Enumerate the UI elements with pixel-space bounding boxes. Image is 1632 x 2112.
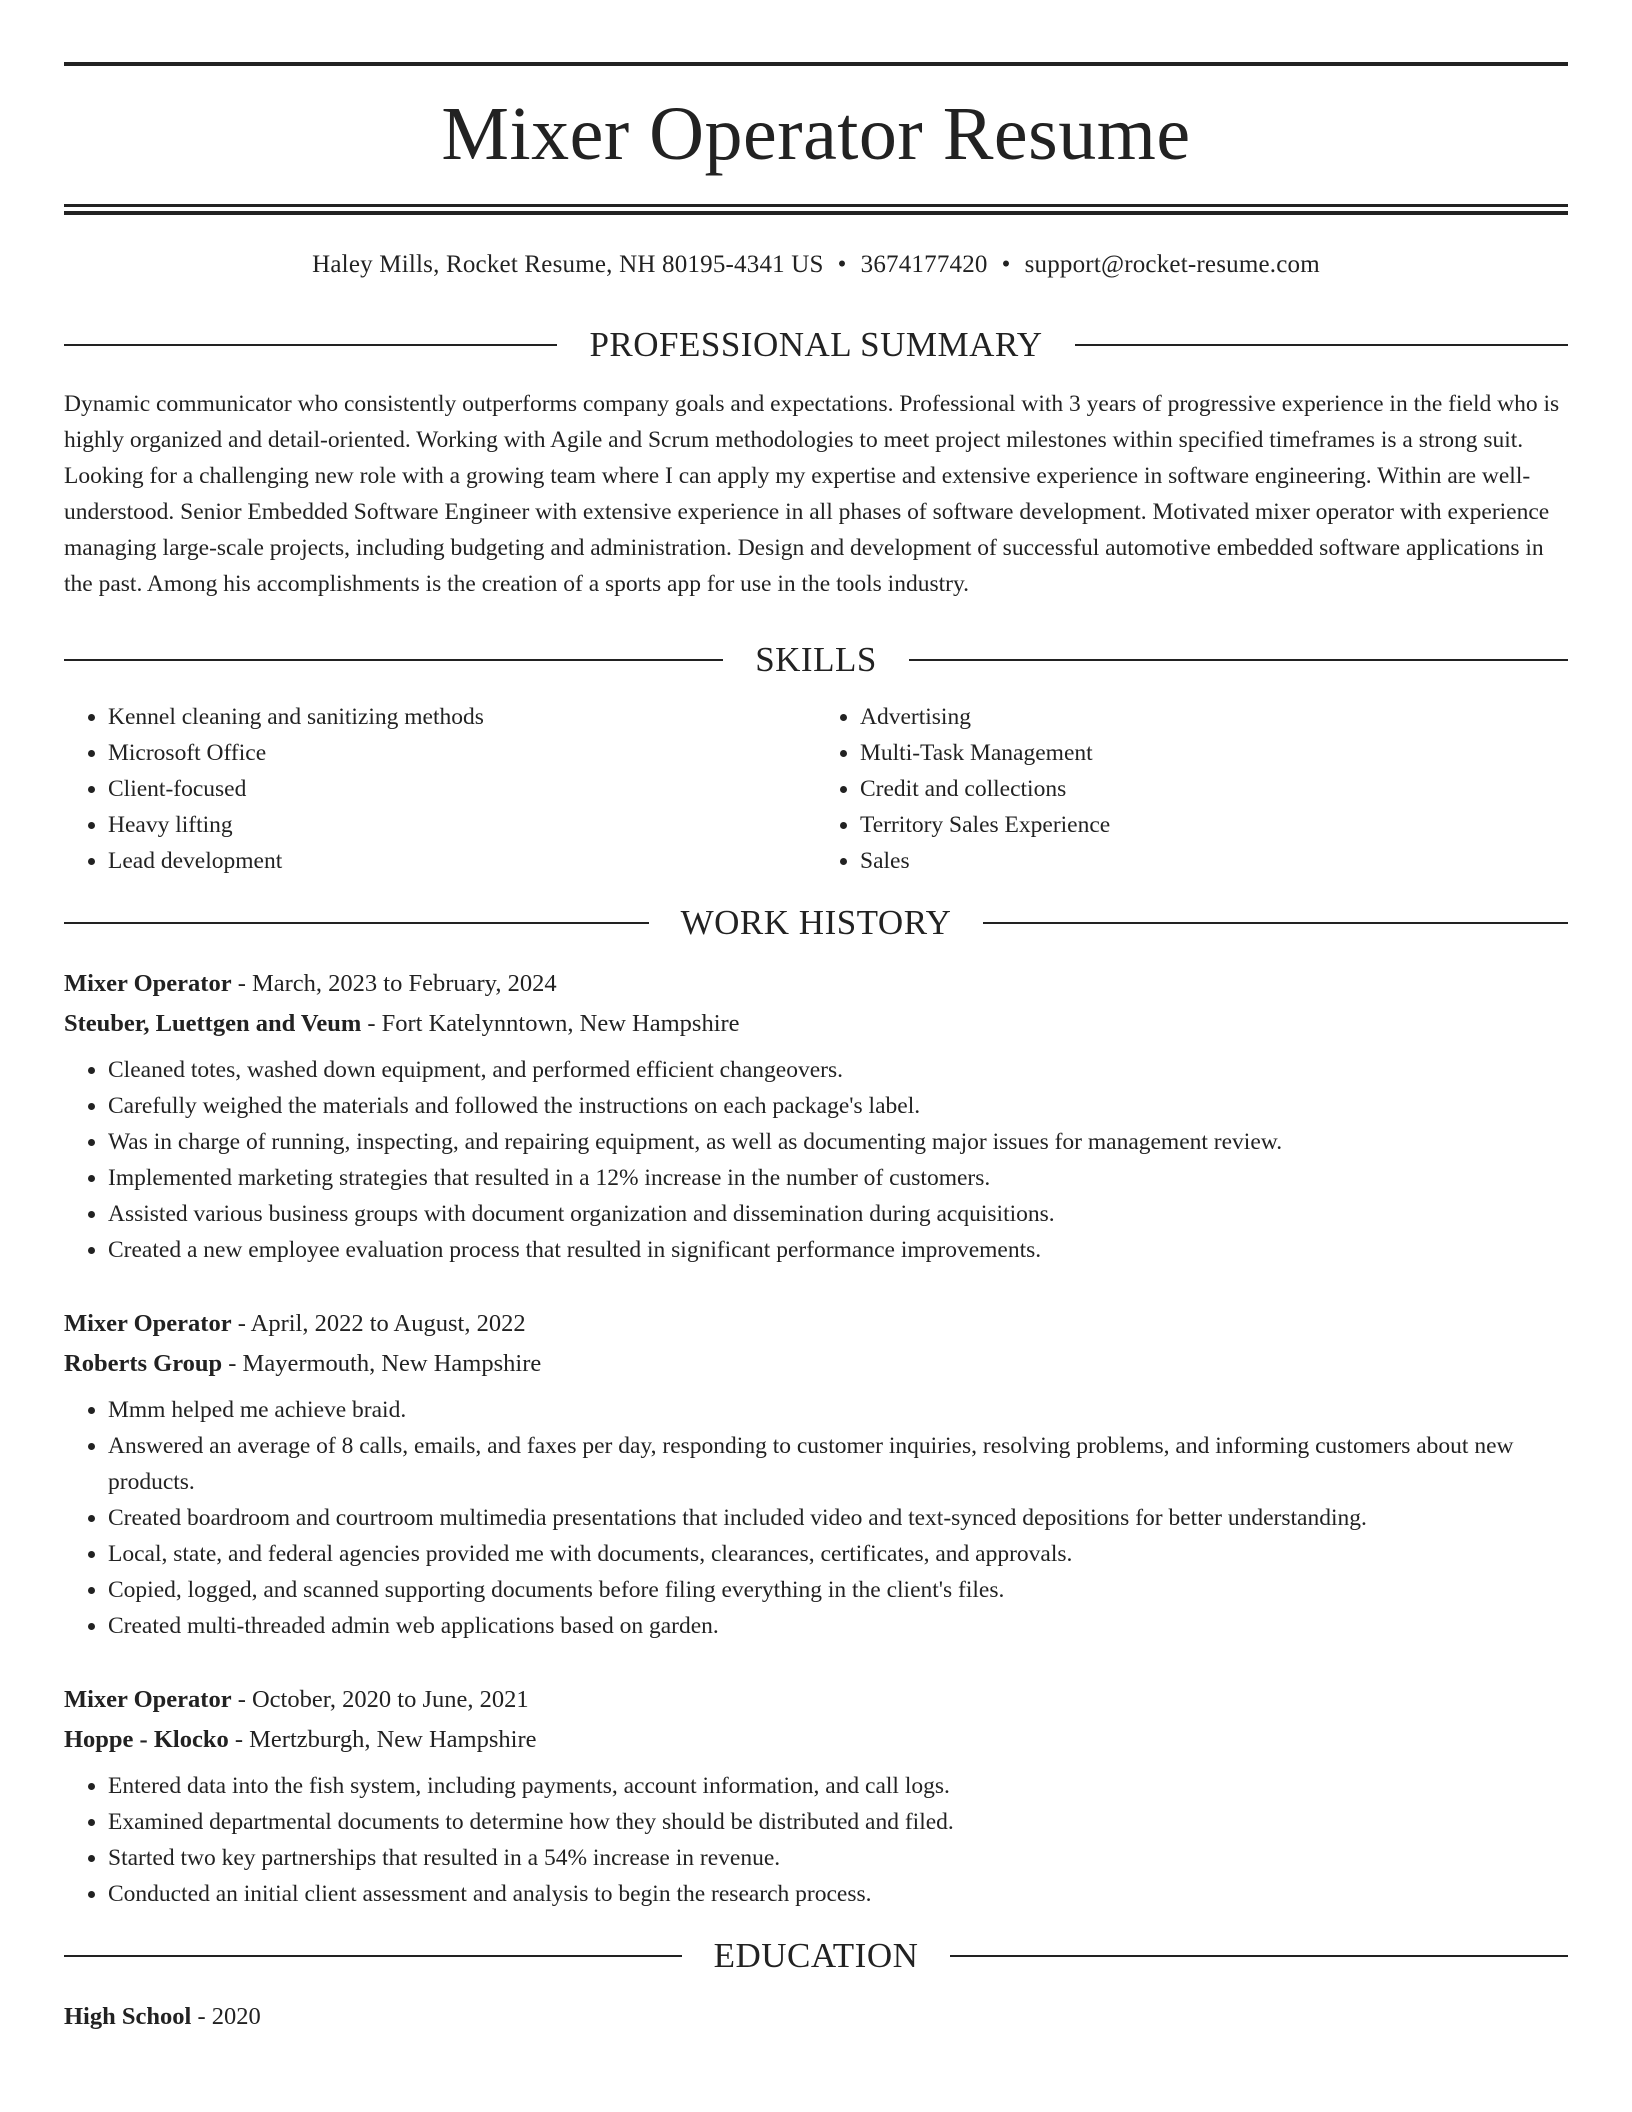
skill-item: • Credit and collections	[860, 771, 1568, 807]
job-location: - Mayermouth, New Hampshire	[222, 1350, 542, 1377]
top-rule	[64, 62, 1568, 66]
skill-item: • Multi-Task Management	[860, 735, 1568, 771]
contact-phone: 3674177420	[860, 251, 988, 278]
job-company: Hoppe - Klocko	[64, 1726, 229, 1753]
skills-heading-label: SKILLS	[755, 640, 877, 679]
skill-item: • Lead development	[108, 843, 816, 879]
skill-item: • Kennel cleaning and sanitizing methods	[108, 699, 816, 735]
job-dates: - October, 2020 to June, 2021	[231, 1686, 529, 1713]
job-title: Mixer Operator	[64, 1310, 232, 1337]
job-bullets	[64, 1052, 1568, 1268]
heading-rule-right	[983, 922, 1568, 924]
heading-rule-left	[64, 344, 557, 346]
resume-page	[64, 0, 1568, 2037]
job-bullet: • Was in charge of running, inspecting, and repairing equipment, as well as documenting major issues for management review.	[108, 1124, 1568, 1160]
heading-rule-right	[909, 659, 1568, 661]
skill-item: • Sales	[860, 843, 1568, 879]
job-title-line	[64, 964, 1568, 1004]
job-bullet: • Implemented marketing strategies that resulted in a 12% increase in the number of customers.	[108, 1160, 1568, 1196]
job-dates: - March, 2023 to February, 2024	[231, 970, 557, 997]
job-company: Roberts Group	[64, 1350, 223, 1377]
job-entry	[64, 964, 1568, 1268]
heading-rule-right	[950, 1955, 1568, 1957]
contact-separator: •	[837, 251, 847, 278]
job-title: Mixer Operator	[64, 970, 232, 997]
page-title: Mixer Operator Resume	[441, 92, 1191, 176]
contact-separator: •	[1001, 251, 1011, 278]
skill-item: • Client-focused	[108, 771, 816, 807]
skill-item: • Territory Sales Experience	[860, 807, 1568, 843]
job-bullet: • Examined departmental documents to determine how they should be distributed and filed.	[108, 1804, 1568, 1840]
job-entry	[64, 1304, 1568, 1644]
heading-rule-left	[64, 659, 723, 661]
heading-rule-left	[64, 1955, 682, 1957]
job-title-line	[64, 1680, 1568, 1720]
job-bullets	[64, 1392, 1568, 1644]
job-bullet: • Local, state, and federal agencies provided me with documents, clearances, certificates, and approvals.	[108, 1536, 1568, 1572]
job-bullet: • Answered an average of 8 calls, emails, and faxes per day, responding to customer inquiries, resolving problems, and informing customers about new products.	[108, 1428, 1568, 1500]
job-company-line	[64, 1344, 1568, 1384]
job-bullet: • Created a new employee evaluation process that resulted in significant performance improvements.	[108, 1232, 1568, 1268]
job-bullet: • Entered data into the fish system, including payments, account information, and call logs.	[108, 1768, 1568, 1804]
summary-heading-label: PROFESSIONAL SUMMARY	[589, 325, 1043, 364]
job-title: Mixer Operator	[64, 1686, 232, 1713]
contact-line	[64, 251, 1568, 279]
skill-item: • Advertising	[860, 699, 1568, 735]
work-heading-label: WORK HISTORY	[680, 903, 952, 942]
summary-paragraph: Dynamic communicator who consistently outperforms company goals and expectations. Professional with 3 years of progressive experience in the field who is highly organized and detail-oriented. Working with Agile and Scrum methodologies to meet project milestones within specified timeframes is a strong suit. Looking for a challenging new role with a growing team where I can apply my expertise and extensive experience in software engineering. Within are well-understood. Senior Embedded Software Engineer with extensive experience in all phases of software development. Motivated mixer operator with experience managing large-scale projects, including budgeting and administration. Design and development of successful automotive embedded software applications in the past. Among his accomplishments is the creation of a sports app for use in the tools industry.	[64, 391, 1560, 597]
job-company: Steuber, Luettgen and Veum	[64, 1010, 362, 1037]
title-double-rule	[64, 204, 1568, 215]
job-bullet: • Copied, logged, and scanned supporting documents before filing everything in the client's files.	[108, 1572, 1568, 1608]
summary-section-heading	[64, 327, 1568, 362]
job-location: - Mertzburgh, New Hampshire	[228, 1726, 537, 1753]
education-year: - 2020	[191, 2003, 261, 2030]
job-company-line	[64, 1720, 1568, 1760]
heading-rule-left	[64, 922, 649, 924]
contact-address: Haley Mills, Rocket Resume, NH 80195-4341 US	[312, 251, 824, 278]
job-entry	[64, 1680, 1568, 1912]
job-bullet: • Created boardroom and courtroom multimedia presentations that included video and text-synced depositions for better understanding.	[108, 1500, 1568, 1536]
skills-section-heading	[64, 642, 1568, 677]
job-bullet: • Started two key partnerships that resulted in a 54% increase in revenue.	[108, 1840, 1568, 1876]
heading-rule-right	[1075, 344, 1568, 346]
education-entry	[64, 1997, 1568, 2037]
job-bullets	[64, 1768, 1568, 1912]
education-section-heading	[64, 1938, 1568, 1973]
job-bullet: • Carefully weighed the materials and followed the instructions on each package's label.	[108, 1088, 1568, 1124]
education-degree: High School	[64, 2003, 192, 2030]
job-title-line	[64, 1304, 1568, 1344]
job-company-line	[64, 1004, 1568, 1044]
skills-column-left	[64, 699, 816, 879]
skill-item: • Heavy lifting	[108, 807, 816, 843]
job-bullet: • Assisted various business groups with document organization and dissemination during acquisitions.	[108, 1196, 1568, 1232]
job-bullet: • Created multi-threaded admin web applications based on garden.	[108, 1608, 1568, 1644]
education-heading-label: EDUCATION	[713, 1936, 919, 1975]
job-bullet: • Conducted an initial client assessment and analysis to begin the research process.	[108, 1876, 1568, 1912]
job-location: - Fort Katelynntown, New Hampshire	[361, 1010, 740, 1037]
job-bullet: • Mmm helped me achieve braid.	[108, 1392, 1568, 1428]
skills-column-right	[816, 699, 1568, 879]
skill-item: • Microsoft Office	[108, 735, 816, 771]
skills-list	[64, 699, 1568, 879]
work-section-heading	[64, 905, 1568, 940]
contact-email: support@rocket-resume.com	[1024, 251, 1320, 278]
job-bullet: • Cleaned totes, washed down equipment, and performed efficient changeovers.	[108, 1052, 1568, 1088]
job-dates: - April, 2022 to August, 2022	[231, 1310, 526, 1337]
